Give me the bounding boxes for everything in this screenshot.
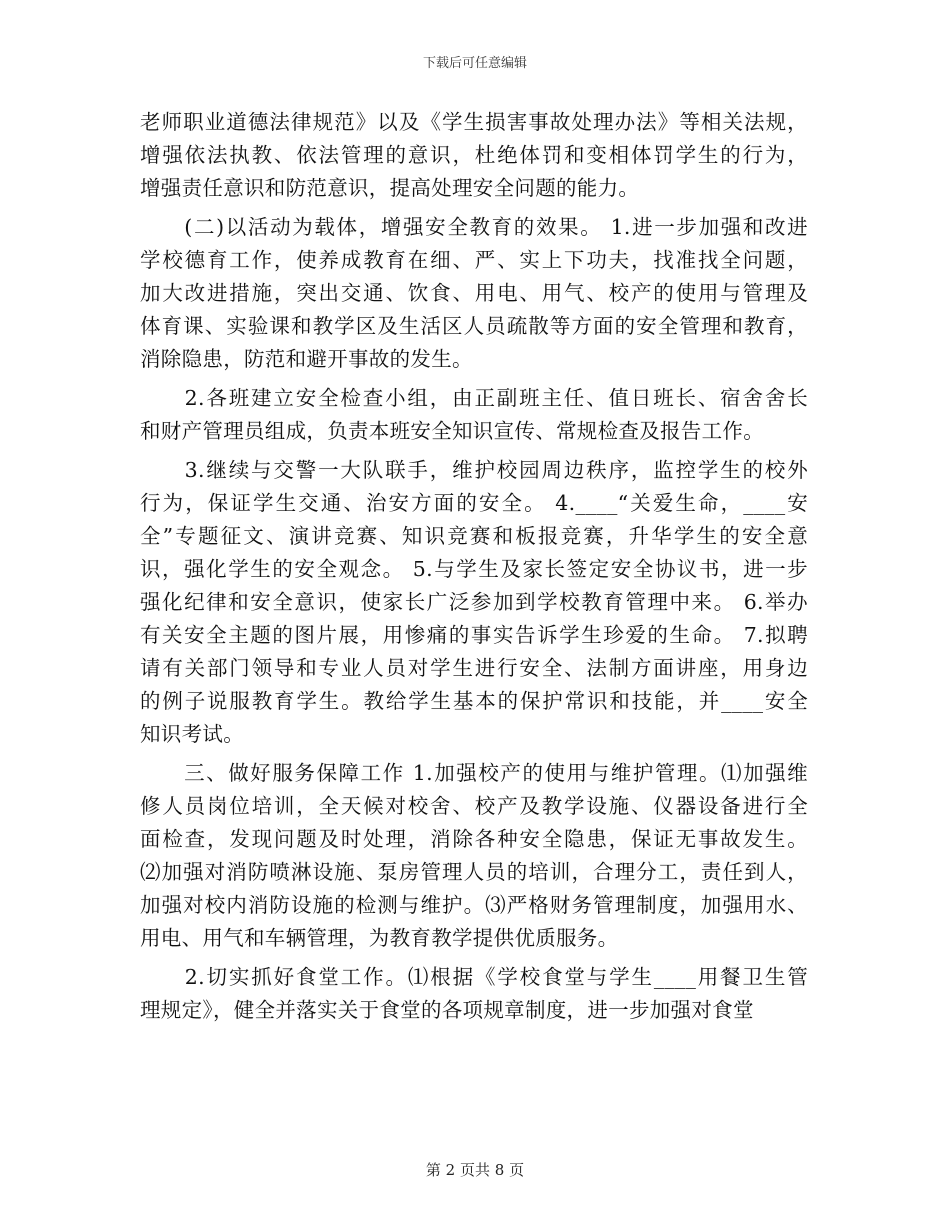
- paragraph: [140, 382, 808, 448]
- paragraph: [140, 211, 808, 376]
- page-header: 下载后可任意编辑: [422, 56, 527, 71]
- text-line: ⑵加强对消防喷淋设施、泵房管理人员的培训，合理分工，责任到人，: [140, 860, 808, 884]
- text-line: 增强依法执教、依法管理的意识，杜绝体罚和变相体罚学生的行为，: [140, 143, 808, 167]
- text-line: 强化纪律和安全意识，使家长广泛参加到学校教育管理中来。 6.举办: [140, 590, 808, 614]
- text-line: 加大改进措施，突出交通、饮食、用电、用气、校产的使用与管理及: [140, 281, 808, 305]
- paragraph: [140, 454, 808, 751]
- text-line: 老师职业道德法律规范》以及《学生损害事故处理办法》等相关法规，: [140, 110, 808, 134]
- text-line: 体育课、实验课和教学区及生活区人员疏散等方面的安全管理和教育，: [140, 314, 808, 338]
- paragraph: [140, 106, 808, 205]
- text-line: 2.各班建立安全检查小组，由正副班主任、值日班长、宿舍舍长: [140, 386, 808, 410]
- text-line: (二)以活动为载体，增强安全教育的效果。 1.进一步加强和改进: [140, 215, 808, 239]
- text-line: 识，强化学生的安全观念。 5.与学生及家长签定安全协议书，进一步: [140, 557, 808, 581]
- text-line: 知识考试。: [140, 722, 244, 746]
- text-line: 理规定》，健全并落实关于食堂的各项规章制度，进一步加强对食堂: [140, 998, 754, 1022]
- page-footer: 第 2 页共 8 页: [425, 1161, 525, 1179]
- text-line: 用电、用气和车辆管理，为教育教学提供优质服务。: [140, 926, 619, 950]
- text-line: 行为，保证学生交通、治安方面的安全。 4.____“关爱生命，____安: [140, 491, 808, 515]
- text-line: 学校德育工作，使养成教育在细、严、实上下功夫，找准找全问题，: [140, 248, 808, 272]
- paragraph: [140, 961, 808, 1027]
- text-line: 增强责任意识和防范意识，提高处理安全问题的能力。: [140, 176, 640, 200]
- text-line: 和财产管理员组成，负责本班安全知识宣传、常规检查及报告工作。: [140, 419, 764, 443]
- text-line: 三、做好服务保障工作 1.加强校产的使用与维护管理。⑴加强维: [140, 761, 808, 785]
- text-line: 请有关部门领导和专业人员对学生进行安全、法制方面讲座，用身边: [140, 656, 808, 680]
- document-body: [140, 106, 808, 1027]
- text-line: 修人员岗位培训，全天候对校舍、校产及教学设施、仪器设备进行全: [140, 794, 808, 818]
- text-line: 2.切实抓好食堂工作。⑴根据《学校食堂与学生____用餐卫生管: [140, 965, 808, 989]
- text-line: 消除隐患，防范和避开事故的发生。: [140, 347, 473, 371]
- text-line: 的例子说服教育学生。教给学生基本的保护常识和技能，并____安全: [140, 689, 808, 713]
- text-line: 有关安全主题的图片展，用惨痛的事实告诉学生珍爱的生命。 7.拟聘: [140, 623, 808, 647]
- text-line: 3.继续与交警一大队联手，维护校园周边秩序，监控学生的校外: [140, 458, 808, 482]
- text-line: 全”专题征文、演讲竞赛、知识竞赛和板报竞赛，升华学生的安全意: [140, 524, 808, 548]
- text-line: 面检查，发现问题及时处理，消除各种安全隐患，保证无事故发生。: [140, 827, 808, 851]
- text-line: 加强对校内消防设施的检测与维护。⑶严格财务管理制度，加强用水、: [140, 893, 808, 917]
- paragraph: [140, 757, 808, 955]
